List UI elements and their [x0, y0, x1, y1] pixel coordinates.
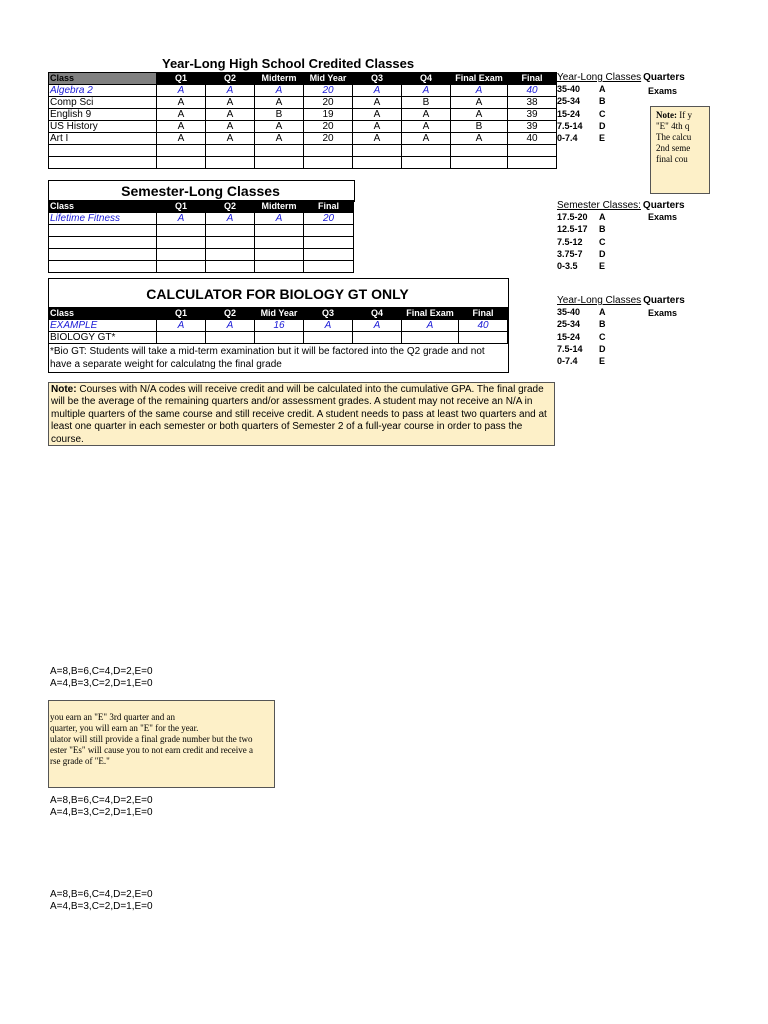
table-row — [49, 97, 557, 109]
table-cell[interactable]: A — [157, 85, 206, 97]
table-cell[interactable]: 20 — [304, 121, 353, 133]
table-row — [49, 332, 508, 344]
table-cell[interactable] — [255, 145, 304, 157]
exams-label: Exams — [648, 86, 678, 96]
semester-title: Semester-Long Classes — [121, 183, 280, 199]
table-cell[interactable]: 40 — [508, 133, 557, 145]
col-header: Class — [49, 73, 157, 85]
lower-note-box: you earn an "E" 3rd quarter and an quarter, you will earn an "E" for the year. ulator will still provide a final grade number but the two ester "Es" will cause you to not earn credit and receive a rse grade of "E." — [48, 700, 275, 788]
table-cell[interactable] — [353, 157, 402, 169]
table-cell[interactable] — [49, 225, 157, 237]
table-cell[interactable]: A — [206, 97, 255, 109]
semester-table — [48, 200, 354, 273]
table-cell[interactable]: A — [206, 85, 255, 97]
col-header: Mid Year — [304, 73, 353, 85]
col-header: Final — [459, 308, 508, 320]
col-header: Q3 — [304, 308, 353, 320]
year-scale-2 — [557, 295, 685, 367]
example-row — [49, 320, 508, 332]
table-cell[interactable]: Art I — [49, 133, 157, 145]
table-cell[interactable]: 20 — [304, 85, 353, 97]
col-header: Q1 — [157, 73, 206, 85]
scale-heading-2: Quarters — [643, 72, 685, 83]
table-cell[interactable] — [255, 261, 304, 273]
year-long-title: Year-Long High School Credited Classes — [162, 56, 415, 71]
table-row — [49, 145, 557, 157]
table-cell[interactable]: B — [451, 121, 508, 133]
col-header: Q1 — [157, 308, 206, 320]
note-label: Note: — [51, 384, 77, 395]
col-header: Q2 — [206, 201, 255, 213]
table-cell[interactable]: A — [304, 320, 353, 332]
table-cell[interactable] — [49, 261, 157, 273]
scale-row: 35-40 A — [557, 84, 606, 94]
gpa-scale-1: A=8,B=6,C=4,D=2,E=0 A=4,B=3,C=2,D=1,E=0 — [50, 666, 153, 689]
table-cell[interactable]: A — [157, 97, 206, 109]
table-cell[interactable]: A — [255, 85, 304, 97]
table-cell[interactable]: A — [353, 85, 402, 97]
table-cell[interactable]: 38 — [508, 97, 557, 109]
table-cell[interactable] — [304, 225, 354, 237]
table-cell[interactable]: B — [402, 97, 451, 109]
table-cell[interactable]: 39 — [508, 121, 557, 133]
table-cell[interactable]: A — [402, 109, 451, 121]
table-cell[interactable]: 20 — [304, 97, 353, 109]
col-header: Class — [49, 201, 157, 213]
scale-row: 7.5-12 C — [557, 236, 606, 247]
table-cell[interactable] — [49, 249, 157, 261]
table-cell[interactable]: 20 — [304, 133, 353, 145]
table-cell[interactable] — [206, 157, 255, 169]
table-cell[interactable] — [157, 157, 206, 169]
col-header: Final Exam — [451, 73, 508, 85]
table-cell[interactable]: A — [402, 121, 451, 133]
year-long-table — [48, 72, 557, 169]
scale-heading: Year-Long Classes — [557, 295, 642, 306]
table-cell[interactable] — [255, 225, 304, 237]
side-note-box: Note: If y "E" 4th q The calcu 2nd seme final cou — [650, 106, 710, 194]
table-row — [49, 157, 557, 169]
table-cell[interactable]: A — [206, 213, 255, 225]
table-cell[interactable]: A — [402, 133, 451, 145]
table-cell[interactable]: A — [353, 121, 402, 133]
table-cell[interactable]: A — [353, 133, 402, 145]
col-header: Midterm — [255, 201, 304, 213]
table-cell[interactable]: A — [255, 213, 304, 225]
col-header: Q3 — [353, 73, 402, 85]
table-cell[interactable]: 20 — [304, 213, 354, 225]
table-cell[interactable]: A — [353, 97, 402, 109]
table-cell[interactable] — [49, 145, 157, 157]
table-cell[interactable]: Lifetime Fitness — [49, 213, 157, 225]
table-cell[interactable] — [255, 157, 304, 169]
table-cell[interactable] — [157, 225, 206, 237]
table-cell[interactable] — [451, 145, 508, 157]
bio-title: CALCULATOR FOR BIOLOGY GT ONLY — [146, 286, 409, 302]
table-cell[interactable]: A — [206, 109, 255, 121]
table-cell[interactable]: A — [402, 320, 459, 332]
table-cell[interactable] — [255, 249, 304, 261]
table-row — [49, 109, 557, 121]
scale-heading: Semester Classes: — [557, 200, 641, 211]
exams-label: Exams — [648, 308, 678, 318]
col-header: Midterm — [255, 73, 304, 85]
scale-row: 25-34 B — [557, 319, 606, 330]
scale-row: 15-24 C — [557, 108, 606, 119]
table-cell[interactable] — [157, 332, 206, 344]
table-cell[interactable] — [304, 261, 354, 273]
table-cell[interactable]: A — [206, 320, 255, 332]
col-header: Final — [304, 201, 354, 213]
table-cell[interactable]: English 9 — [49, 109, 157, 121]
table-cell[interactable] — [402, 145, 451, 157]
table-cell[interactable]: A — [157, 109, 206, 121]
table-cell[interactable] — [304, 157, 353, 169]
col-header: Final Exam — [402, 308, 459, 320]
scale-heading-2: Quarters — [643, 295, 685, 306]
scale-row: 3.75-7 D — [557, 248, 606, 259]
col-header: Q2 — [206, 308, 255, 320]
col-header: Mid Year — [255, 308, 304, 320]
table-cell[interactable] — [304, 249, 354, 261]
scale-row: 35-40 A — [557, 307, 606, 317]
table-cell[interactable] — [353, 145, 402, 157]
table-cell[interactable]: 40 — [459, 320, 508, 332]
table-row — [49, 237, 354, 249]
scale-row: 12.5-17 B — [557, 224, 606, 235]
table-cell[interactable] — [206, 332, 255, 344]
table-cell[interactable] — [304, 145, 353, 157]
table-cell[interactable] — [304, 237, 354, 249]
table-cell[interactable]: BIOLOGY GT* — [49, 332, 157, 344]
table-cell[interactable] — [402, 157, 451, 169]
table-cell[interactable]: 40 — [508, 85, 557, 97]
table-cell[interactable]: A — [451, 85, 508, 97]
table-cell[interactable]: A — [353, 320, 402, 332]
semester-scale — [557, 200, 685, 272]
table-cell[interactable]: A — [451, 97, 508, 109]
table-cell[interactable] — [49, 237, 157, 249]
gpa-scale-2: A=8,B=6,C=4,D=2,E=0 A=4,B=3,C=2,D=1,E=0 — [50, 795, 153, 818]
scale-row: 17.5-20 A — [557, 212, 606, 222]
table-row — [49, 261, 354, 273]
scale-row: 25-34 B — [557, 96, 606, 107]
table-cell[interactable]: A — [157, 213, 206, 225]
scale-row: 7.5-14 D — [557, 120, 606, 131]
scale-row: 7.5-14 D — [557, 343, 606, 354]
col-header: Q4 — [402, 73, 451, 85]
table-row — [49, 249, 354, 261]
table-cell[interactable]: Comp Sci — [49, 97, 157, 109]
col-header: Final — [508, 73, 557, 85]
table-cell[interactable]: EXAMPLE — [49, 320, 157, 332]
table-cell[interactable] — [304, 332, 353, 344]
table-cell[interactable] — [255, 332, 304, 344]
table-header-row — [49, 73, 557, 85]
table-cell[interactable] — [206, 145, 255, 157]
scale-heading-2: Quarters — [642, 200, 685, 211]
col-header: Q1 — [157, 201, 206, 213]
table-row — [49, 121, 557, 133]
table-cell[interactable]: A — [255, 121, 304, 133]
table-cell[interactable]: Algebra 2 — [49, 85, 157, 97]
table-cell[interactable]: A — [402, 85, 451, 97]
col-header: Q4 — [353, 308, 402, 320]
table-cell[interactable]: A — [157, 121, 206, 133]
table-cell[interactable]: A — [353, 109, 402, 121]
scale-row: 15-24 C — [557, 331, 606, 342]
scale-row: 0-7.4 E — [557, 133, 606, 144]
col-header: Q2 — [206, 73, 255, 85]
table-cell[interactable]: A — [157, 320, 206, 332]
table-cell[interactable]: A — [255, 133, 304, 145]
example-row — [49, 213, 354, 225]
table-cell[interactable] — [206, 225, 255, 237]
table-cell[interactable] — [451, 157, 508, 169]
table-row — [49, 225, 354, 237]
table-cell[interactable]: A — [157, 133, 206, 145]
bio-table — [48, 307, 508, 344]
table-cell[interactable]: A — [206, 133, 255, 145]
gpa-scale-3: A=8,B=6,C=4,D=2,E=0 A=4,B=3,C=2,D=1,E=0 — [50, 889, 153, 912]
note-text: Courses with N/A codes will receive credit and will be calculated into the cumulative GPA. The final grade will be the average of the remaining quarters and/or assessment grades. A student may not receive an N/A in multiple quarters of the same course and still receive credit. A student needs to pass at least two quarters and at least one quarter in each semester or both quarters of Semester 2 of a full-year course in order to pass the course. — [51, 384, 547, 445]
table-cell[interactable]: B — [255, 109, 304, 121]
example-row — [49, 85, 557, 97]
table-cell[interactable]: 19 — [304, 109, 353, 121]
note-box — [48, 382, 555, 446]
table-cell[interactable]: A — [451, 133, 508, 145]
table-cell[interactable]: A — [255, 97, 304, 109]
table-cell[interactable] — [157, 237, 206, 249]
table-cell[interactable] — [206, 237, 255, 249]
table-cell[interactable]: A — [451, 109, 508, 121]
col-header: Class — [49, 308, 157, 320]
table-cell[interactable]: A — [206, 121, 255, 133]
table-header-row — [49, 308, 508, 320]
table-cell[interactable] — [508, 157, 557, 169]
scale-row: 0-7.4 E — [557, 356, 606, 367]
exams-label: Exams — [648, 212, 678, 222]
table-cell[interactable] — [402, 332, 459, 344]
table-cell[interactable] — [353, 332, 402, 344]
table-cell[interactable] — [508, 145, 557, 157]
bio-footnote: *Bio GT: Students will take a mid-term examination but it will be factored into the Q2 grade and not have a separate weight for calculatng the final grade — [50, 346, 485, 370]
table-cell[interactable] — [157, 145, 206, 157]
table-cell[interactable] — [255, 237, 304, 249]
table-cell[interactable]: 16 — [255, 320, 304, 332]
table-cell[interactable]: US History — [49, 121, 157, 133]
table-cell[interactable] — [49, 157, 157, 169]
table-row — [49, 133, 557, 145]
table-cell[interactable] — [157, 249, 206, 261]
table-cell[interactable] — [206, 249, 255, 261]
scale-heading: Year-Long Classes — [557, 72, 642, 83]
table-header-row — [49, 201, 354, 213]
table-cell[interactable] — [206, 261, 255, 273]
scale-row: 0-3.5 E — [557, 261, 606, 272]
table-cell[interactable]: 39 — [508, 109, 557, 121]
table-cell[interactable] — [157, 261, 206, 273]
table-cell[interactable] — [459, 332, 508, 344]
